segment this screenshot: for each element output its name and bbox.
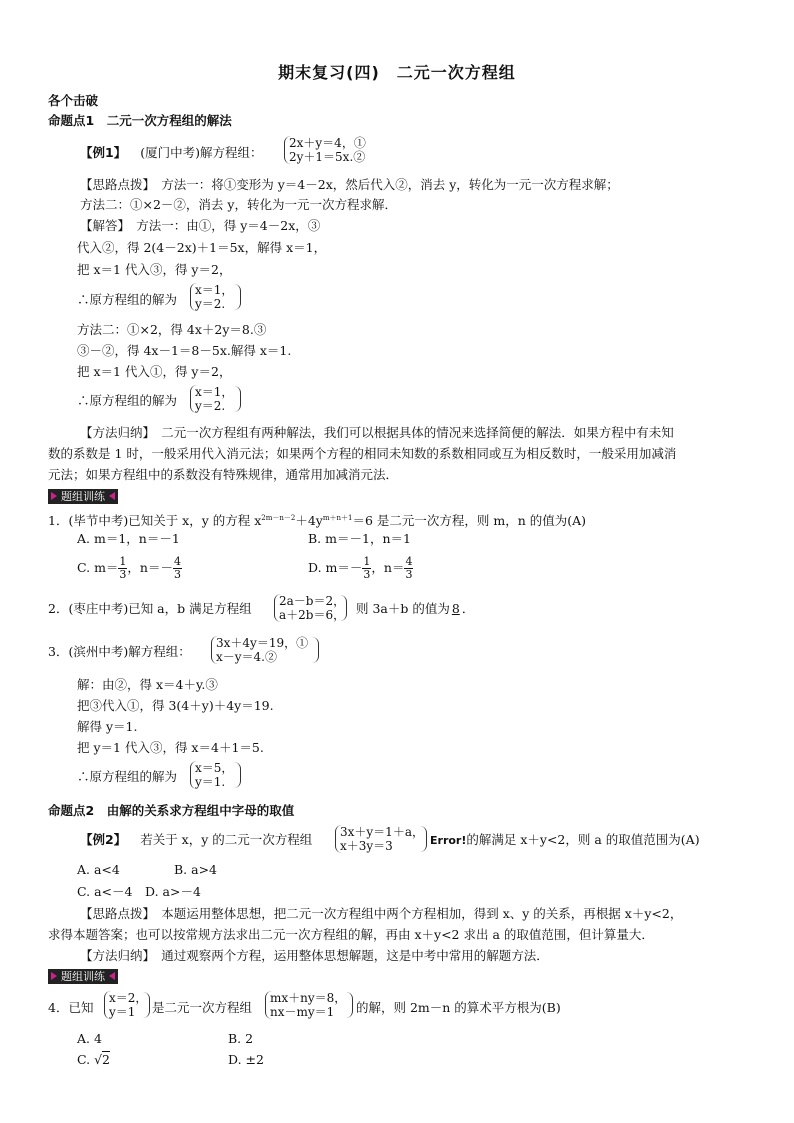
- text: ，n＝: [371, 560, 405, 575]
- solution-line: 解得 y＝1.: [77, 719, 138, 734]
- option-a: A. 4: [77, 1031, 102, 1046]
- equation: a＋2b＝6，: [279, 608, 346, 622]
- option-d: D. ±2: [228, 1052, 264, 1067]
- text: ，n＝－: [127, 560, 173, 575]
- fraction: [404, 556, 413, 581]
- method-summary-line: 【方法归纳】 通过观察两个方程，运用整体思想解题，这是中考中常用的解题方法．: [80, 948, 549, 963]
- equation: 3x＋4y＝19，①: [216, 636, 309, 650]
- solution-system: [190, 761, 233, 789]
- fraction: [173, 556, 182, 581]
- option-d: [308, 553, 413, 583]
- option-b: B. 2: [228, 1031, 254, 1046]
- equation: y＝2.: [195, 297, 226, 311]
- example-2-system: [335, 825, 424, 853]
- option-b: B. a>4: [174, 862, 218, 877]
- brace-right: [420, 826, 427, 852]
- text: D. m＝－: [308, 560, 363, 575]
- numerator: 4: [405, 555, 413, 568]
- practice-badge: 题组训练: [48, 969, 118, 984]
- answer-line: ③－②，得 4x－1＝8－5x.解得 x＝1.: [77, 343, 292, 358]
- method-summary-line: 【方法归纳】 二元一次方程组有两种解法，我们可以根据具体的情况来选择简便的解法．如果方程中有未知: [80, 425, 674, 440]
- text: 的解满足 x＋y<2，则 a 的取值范围为(A): [466, 832, 700, 847]
- numerator: 4: [173, 555, 181, 568]
- equation: y＝1: [109, 1005, 136, 1019]
- option-b: B. m＝－1，n＝1: [308, 531, 411, 546]
- option-d: D. a>－4: [145, 884, 201, 899]
- solution-line: 解：由②，得 x＝4＋y.③: [77, 677, 218, 692]
- question-4-solution: [104, 991, 147, 1019]
- equation: y＝2.: [195, 399, 226, 413]
- brace-right: [340, 595, 347, 621]
- question-3-system: [211, 636, 308, 664]
- example-2-hint-line: 【思路点拨】 本题运用整体思想，把二元一次方程组中两个方程相加，得到 x、y 的关系，再根据 x＋y<2，: [80, 906, 683, 921]
- equation: mx＋ny＝8，: [270, 991, 347, 1005]
- denominator: 3: [405, 568, 413, 581]
- method-summary-line: 数的系数是 1 时，一般采用代入消元法；如果两个方程的相同未知数的系数相同或互为相反数时，一般采用加减消: [48, 446, 677, 461]
- text: 若关于 x，y 的二元一次方程组: [140, 832, 313, 847]
- option-a: A. m＝1，n＝－1: [77, 531, 180, 546]
- equation: y＝1.: [195, 775, 226, 789]
- text: 则 3a＋b 的值为: [356, 601, 450, 616]
- example-1-hint-line: 【思路点拨】 方法一：将①变形为 y＝4－2x，然后代入②，消去 y，转化为一元一次方程求解；: [80, 177, 619, 192]
- equation: 2a－b＝2，: [279, 594, 346, 608]
- brace-right: [234, 386, 241, 412]
- solution-line: 把③代入①，得 3(4＋y)＋4y＝19.: [77, 698, 274, 713]
- question-2-system: [274, 594, 345, 622]
- example-1-text: (厦门中考)解方程组：: [140, 145, 263, 160]
- solution-prefix: ∴原方程组的解为: [77, 292, 178, 307]
- solution-system: [190, 385, 233, 413]
- answer-line: 【解答】 方法一：由①，得 y＝4－2x，③: [80, 218, 321, 233]
- brace-right: [312, 637, 319, 663]
- answer-line: 把 x＝1 代入①，得 y＝2，: [77, 364, 232, 379]
- question-3-stem: 3．(滨州中考)解方程组：: [48, 644, 191, 659]
- brace-right: [234, 284, 241, 310]
- equation: 3x＋y＝1＋a，: [340, 825, 424, 839]
- answer-line: 方法二：①×2，得 4x＋2y＝8.③: [77, 322, 267, 337]
- topic-1-heading: 命题点1 二元一次方程组的解法: [48, 113, 232, 128]
- brace-right: [234, 762, 241, 788]
- example-2-ask: [430, 832, 700, 849]
- equation: x＋3y＝3: [340, 839, 393, 853]
- example-1-label: 【例1】: [80, 145, 127, 160]
- text: ．: [461, 601, 475, 616]
- example-2-hint-line: 求得本题答案；也可以按常规方法求出二元一次方程组的解，再由 x＋y<2 求出 a 的取值范围，但计算量大．: [48, 927, 654, 942]
- example-2-prompt: [80, 832, 312, 848]
- example-1-hint-line: 方法二：①×2－②，消去 y，转化为一元一次方程求解．: [80, 197, 397, 212]
- text: C. m＝: [77, 560, 119, 575]
- option-c: [77, 1052, 110, 1068]
- example-1-prompt: [80, 145, 262, 161]
- numerator: 1: [119, 555, 127, 568]
- option-a: A. a<4: [77, 862, 120, 877]
- radicand: 2: [102, 1052, 110, 1067]
- question-2-stem: 2．(枣庄中考)已知 a，b 满足方程组: [48, 601, 252, 616]
- brace-right: [346, 992, 353, 1018]
- equation: x－y＝4.②: [216, 650, 277, 664]
- solution-prefix: ∴原方程组的解为: [77, 769, 178, 784]
- denominator: 3: [119, 568, 127, 581]
- option-c: [77, 553, 182, 583]
- solution-line: 把 y＝1 代入③，得 x＝4＋1＝5.: [77, 740, 264, 755]
- example-2-label: 【例2】: [80, 832, 127, 847]
- question-4-text: 是二元一次方程组: [152, 1000, 253, 1015]
- equation: 2x＋y＝4，①: [289, 136, 366, 150]
- solution-prefix: ∴原方程组的解为: [77, 393, 178, 408]
- equation: x＝2，: [109, 991, 148, 1005]
- page-title: 期末复习(四) 二元一次方程组: [278, 63, 516, 82]
- equation: nx－my＝1: [270, 1005, 335, 1019]
- practice-badge: 题组训练: [48, 489, 118, 504]
- question-2-ask: [356, 601, 474, 617]
- numerator: 1: [363, 555, 371, 568]
- question-1-stem: [48, 510, 586, 529]
- text: 1．(毕节中考)已知关于 x，y 的方程 x: [48, 513, 262, 529]
- answer-line: 代入②，得 2(4－2x)＋1＝5x，解得 x＝1，: [77, 240, 327, 255]
- text: C. √: [77, 1052, 103, 1067]
- question-4-system: [265, 991, 346, 1019]
- example-1-system: [284, 136, 366, 164]
- question-4-ask: 的解，则 2m－n 的算术平方根为(B): [356, 1000, 561, 1015]
- exponent: 2m－n－2: [261, 514, 296, 522]
- question-4-stem: 4．已知: [48, 1000, 94, 1015]
- section-header: 各个击破: [48, 93, 99, 108]
- equation: x＝5，: [195, 761, 234, 775]
- option-c: C. a<－4: [77, 884, 133, 899]
- error-text: Error!: [430, 834, 467, 847]
- method-summary-line: 元法；如果方程组中的系数没有特殊规律，通常用加减消元法．: [48, 467, 399, 482]
- answer-line: 把 x＝1 代入③，得 y＝2，: [77, 262, 232, 277]
- text: ＋4y: [295, 513, 323, 529]
- exponent: m＋n＋1: [322, 514, 353, 522]
- text: ＝6 是二元一次方程，则 m，n 的值为(A): [352, 513, 587, 529]
- solution-system: [190, 283, 233, 311]
- equation: 2y＋1＝5x.②: [289, 150, 366, 164]
- topic-2-heading: 命题点2 由解的关系求方程组中字母的取值: [48, 803, 295, 818]
- equation: x＝1，: [195, 283, 234, 297]
- denominator: 3: [173, 568, 181, 581]
- brace-right: [143, 992, 150, 1018]
- answer: 8: [451, 601, 460, 616]
- equation: x＝1，: [195, 385, 234, 399]
- denominator: 3: [363, 568, 371, 581]
